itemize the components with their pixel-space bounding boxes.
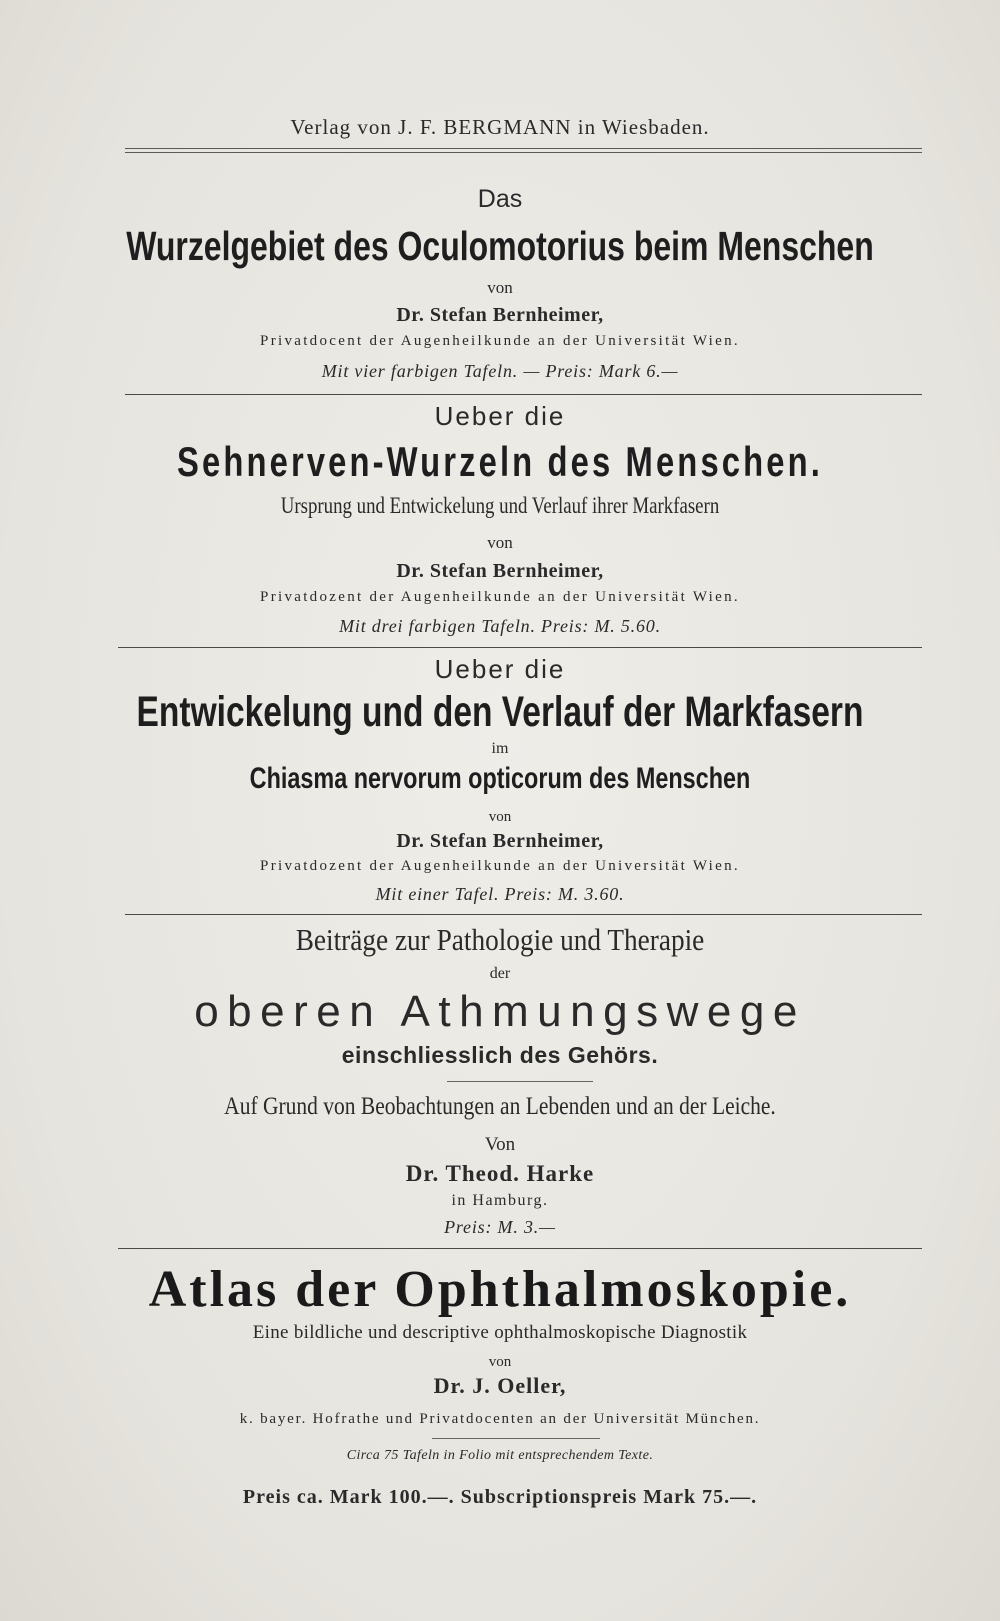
ad5-note: Circa 75 Tafeln in Folio mit entsprechendem Texte. bbox=[346, 1448, 654, 1463]
ad3-im: im bbox=[491, 740, 509, 757]
ad4-price: Preis: M. 3.— bbox=[444, 1217, 556, 1237]
ad5-author: Dr. J. Oeller, bbox=[433, 1373, 567, 1398]
ad4-author: Dr. Theod. Harke bbox=[405, 1161, 595, 1186]
ad4-separator bbox=[118, 1248, 922, 1249]
ad1-title: Wurzelgebiet des Oculomotorius beim Menschen bbox=[126, 223, 874, 269]
ad4-main: oberen Athmungswege bbox=[194, 987, 806, 1036]
ad3-author: Dr. Stefan Bernheimer, bbox=[396, 830, 604, 852]
ad2-details: Mit drei farbigen Tafeln. Preis: M. 5.60. bbox=[339, 616, 661, 636]
ad1-author: Dr. Stefan Bernheimer, bbox=[396, 304, 604, 326]
ad2-von: von bbox=[487, 533, 513, 552]
ad4-sub: einschliesslich des Gehörs. bbox=[341, 1042, 659, 1068]
ad5-position: k. bayer. Hofrathe und Privatdocenten an der Universität München. bbox=[239, 1411, 761, 1427]
ad1-pre: Das bbox=[477, 185, 523, 213]
ad5-price: Preis ca. Mark 100.—. Subscriptionspreis Mark 75.—. bbox=[242, 1486, 758, 1508]
ad3-subtitle: Chiasma nervorum opticorum des Menschen bbox=[249, 762, 751, 795]
ad1-details: Mit vier farbigen Tafeln. — Preis: Mark 6.— bbox=[321, 361, 679, 381]
ad2-position: Privatdozent der Augenheilkunde an der Universität Wien. bbox=[260, 589, 740, 605]
ad2-pre: Ueber die bbox=[434, 401, 566, 431]
ad4-basis: Auf Grund von Beobachtungen an Lebenden und an der Leiche. bbox=[224, 1093, 776, 1120]
header-double-rule bbox=[125, 148, 922, 153]
ad5-subtitle: Eine bildliche und descriptive ophthalmoskopische Diagnostik bbox=[252, 1322, 748, 1343]
ad3-position: Privatdozent der Augenheilkunde an der Universität Wien. bbox=[260, 858, 740, 874]
ad5-short-rule bbox=[432, 1438, 600, 1439]
ad4-der: der bbox=[489, 965, 511, 982]
ad5-von: von bbox=[488, 1354, 512, 1370]
ad4-short-rule bbox=[447, 1081, 593, 1082]
ad4-location: in Hamburg. bbox=[451, 1192, 549, 1209]
publisher-line: Verlag von J. F. BERGMANN in Wiesbaden. bbox=[290, 115, 710, 139]
ad3-title: Entwickelung und den Verlauf der Markfasern bbox=[136, 688, 864, 736]
ad2-separator bbox=[118, 647, 922, 648]
ad2-title: Sehnerven-Wurzeln des Menschen. bbox=[177, 438, 823, 485]
ad2-subtitle: Ursprung und Entwickelung und Verlauf ihrer Markfasern bbox=[280, 493, 720, 518]
ad5-title: Atlas der Ophthalmoskopie. bbox=[148, 1261, 852, 1318]
ad2-author: Dr. Stefan Bernheimer, bbox=[396, 560, 604, 582]
ad3-von: von bbox=[488, 809, 512, 825]
ad3-separator bbox=[125, 914, 922, 915]
ad1-separator bbox=[125, 394, 922, 395]
ad1-position: Privatdocent der Augenheilkunde an der Universität Wien. bbox=[260, 333, 740, 349]
ad1-von: von bbox=[487, 278, 513, 297]
ad4-von: Von bbox=[484, 1134, 516, 1155]
ad3-details: Mit einer Tafel. Preis: M. 3.60. bbox=[375, 884, 625, 904]
ad3-pre: Ueber die bbox=[434, 654, 566, 684]
ad4-title: Beiträge zur Pathologie und Therapie bbox=[295, 922, 705, 957]
